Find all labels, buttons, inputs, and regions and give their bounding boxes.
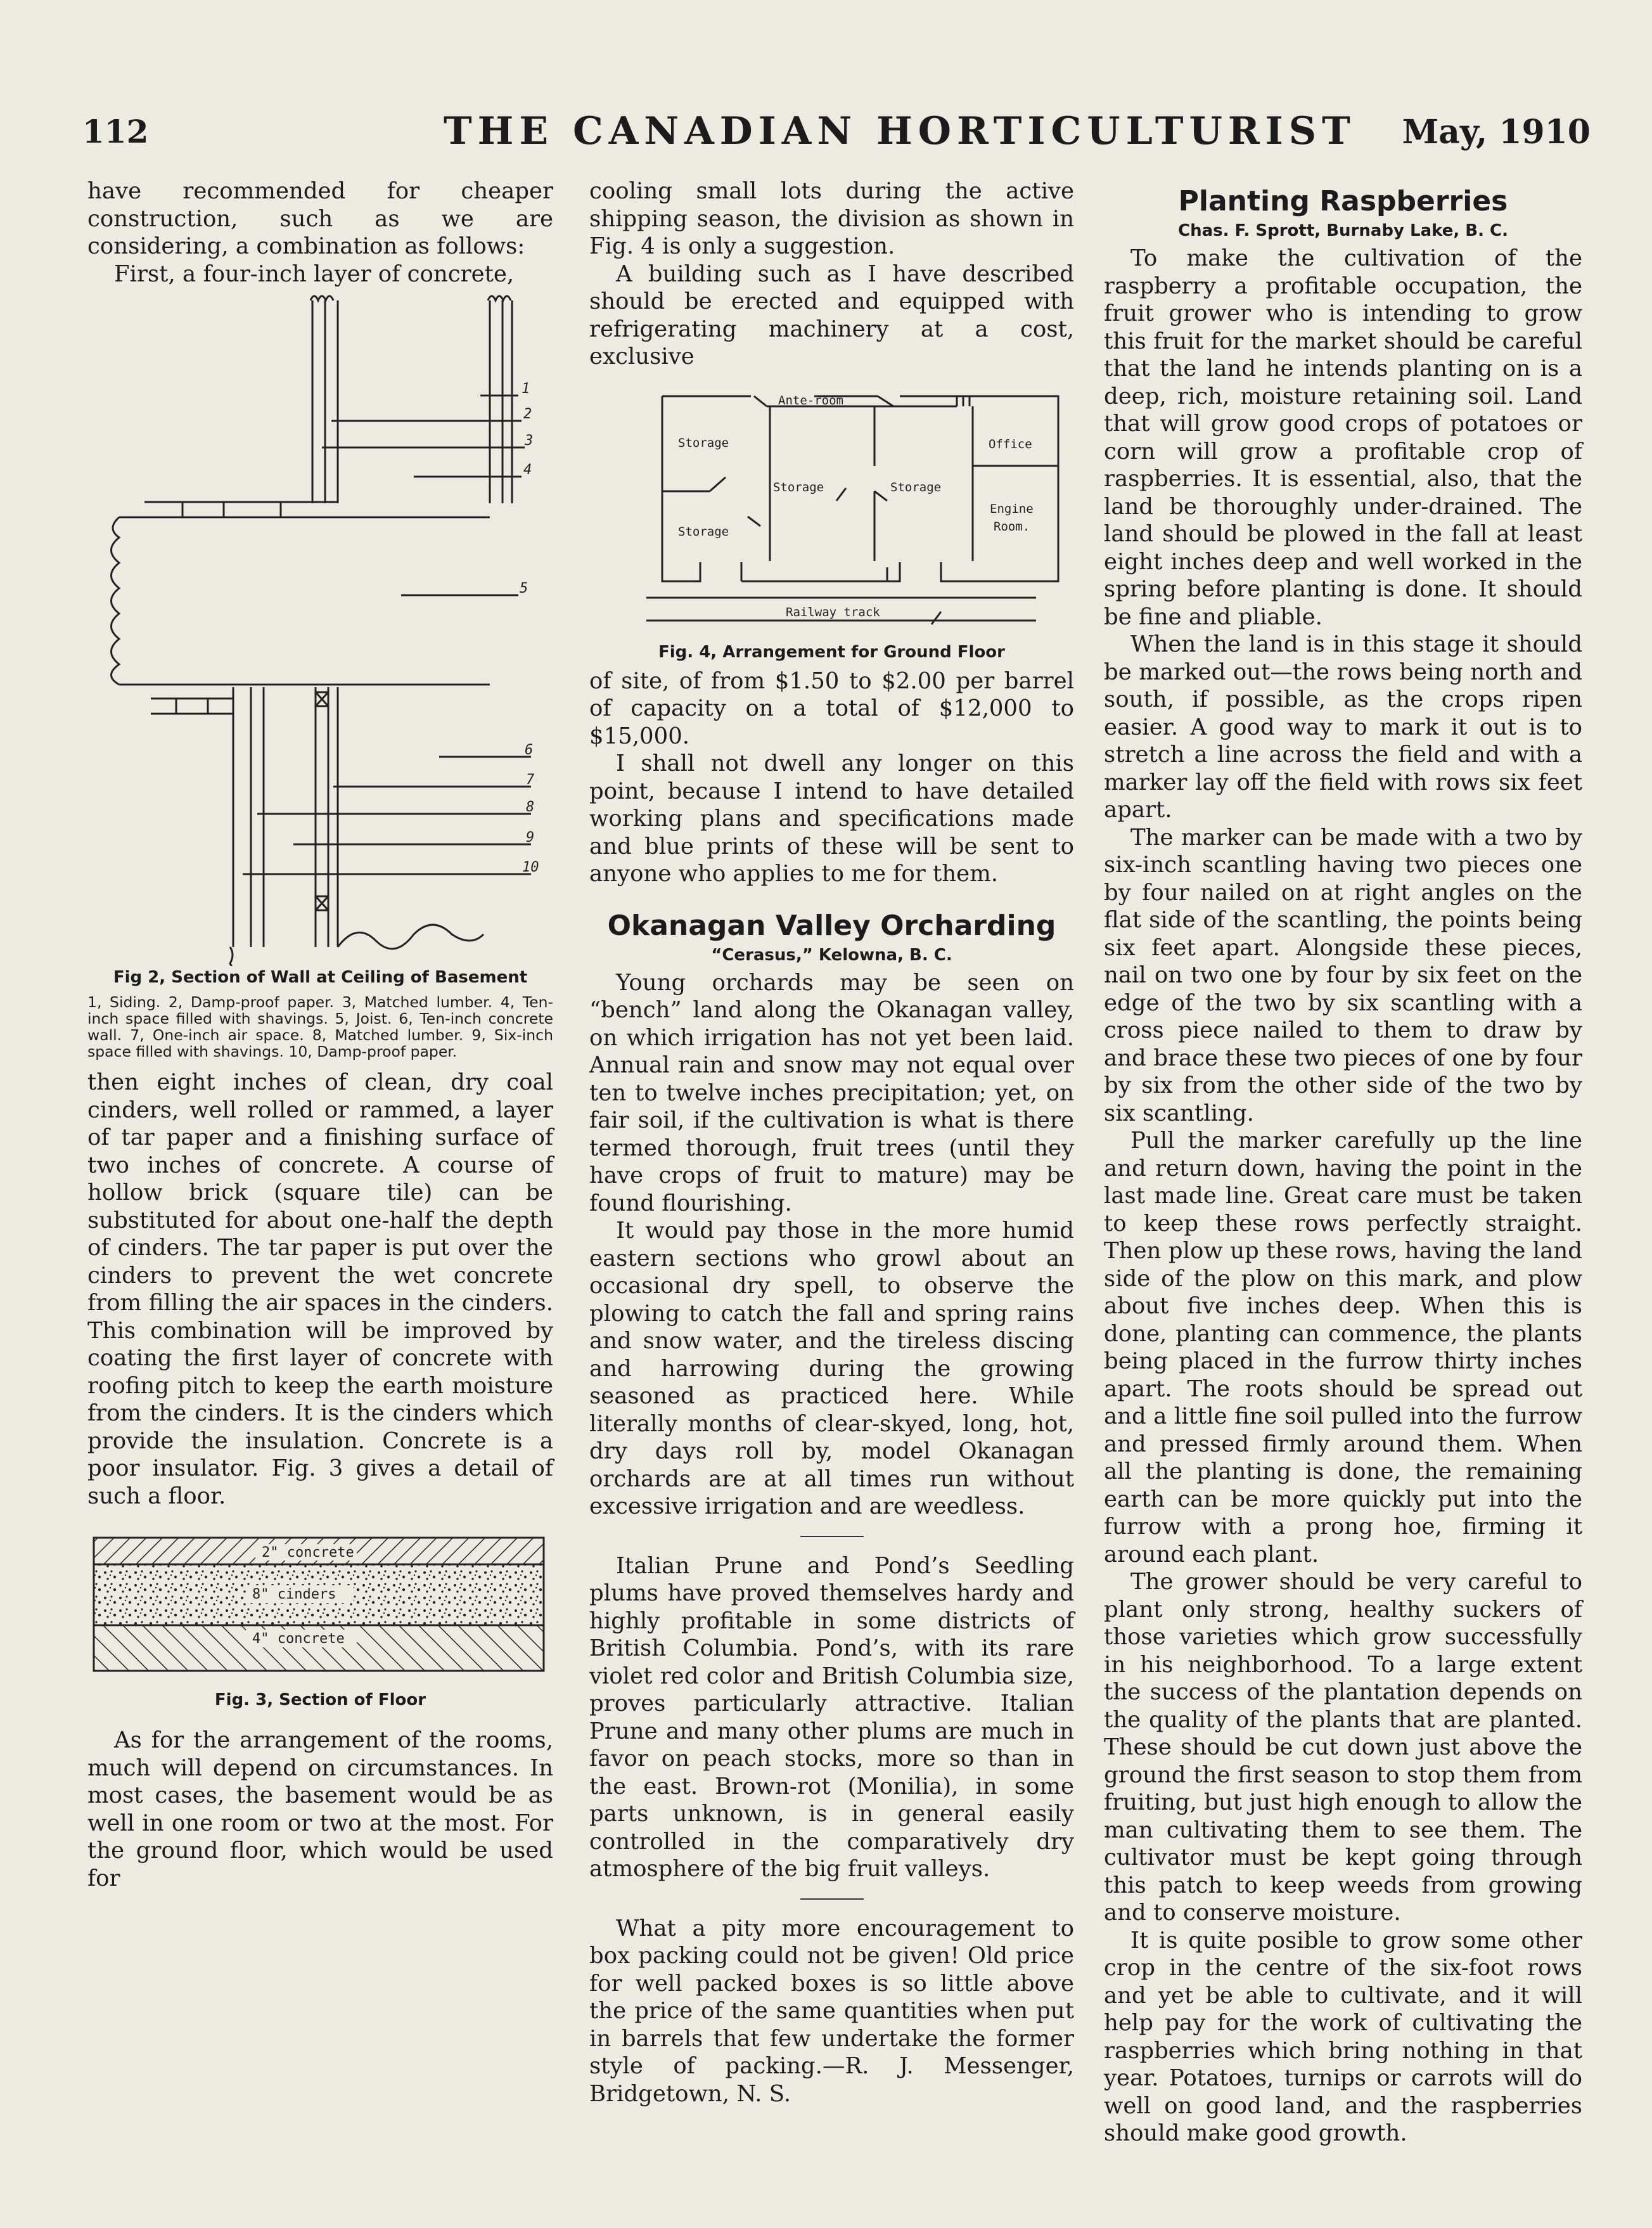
paragraph: The marker can be made with a two by six-inch scantling having two pieces one by four nailed on at right angles on the flat side of the scantling, the points being six feet apart. Alongside these pieces, nail on two one by four by six feet on the edge of the two by six scantling with a cross piece nailed to them to draw by and brace these two pieces of one by four by six from the other side of the two by six scantling. xyxy=(1104,824,1582,1126)
paragraph: The grower should be very careful to plant only strong, healthy suckers of those varieties which grow successfully in his neighborhood. To a large extent the success of the plantation depends on the quality of the plants that are planted. These should be cut down just above the ground the first season to stop them from fruiting, but just high enough to allow the man cultivating them to see them. The cultivator must be kept going through this patch to keep weeds from growing and to conserve moisture. xyxy=(1104,1569,1582,1926)
fig2-label: 6 xyxy=(525,742,534,758)
paragraph: cooling small lots during the active shipping season, the division as shown in Fig. 4 is only a suggestion. xyxy=(589,178,1074,259)
running-header xyxy=(82,109,1591,164)
paragraph: When the land is in this stage it should be marked out—the rows being north and south, if possible, as the crops ripen easier. A good way to mark it out is to stretch a line across the field and with a marker lay off the field with rows six feet apart. xyxy=(1104,631,1582,823)
paragraph: To make the cultivation of the raspberry a profitable occupation, the fruit grower who is intending to grow this fruit for the market should be careful that the land he intends planting on is a deep, rich, moisture retaining soil. Land that will grow good crops of potatoes or corn will grow a profitable crop of raspberries. It is essential, also, that the land be thoroughly under-drained. The land should be plowed in the fall at least eight inches deep and well worked in the spring before planting is done. It should be fine and pliable. xyxy=(1104,245,1582,630)
column-3 xyxy=(1104,184,1582,2148)
fig2-wall-section xyxy=(87,288,553,966)
fig3-floor-section xyxy=(87,1531,553,1677)
fig2-label: 8 xyxy=(526,799,535,815)
paragraph: have recommended for cheaper construction, such as we are considering, a combination as follows: xyxy=(87,178,553,259)
article-byline: “Cerasus,” Kelowna, B. C. xyxy=(711,945,952,965)
fig2-label: 3 xyxy=(525,433,534,449)
paragraph: then eight inches of clean, dry coal cinders, well rolled or rammed, a layer of tar paper and a finishing surface of two inches of concrete. A course of hollow brick (square tile) can be substituted for about one-half the depth of cinders. The tar paper is put over the cinders to prevent the wet concrete from filling the air spaces in the cinders. This combination will be improved by coating the first layer of concrete with roofing pitch to keep the earth moisture from the cinders. It is the cinders which provide the insulation. Concrete is a poor insulator. Fig. 3 gives a detail of such a floor. xyxy=(87,1069,553,1509)
fig3-layer-label: 8" cinders xyxy=(252,1587,336,1602)
fig2-label: 1 xyxy=(522,381,530,397)
paragraph: It is quite posible to grow some other crop in the centre of the six-foot rows and yet be able to cultivate, and it will help pay for the work of cultivating the raspberries which bring nothing in that year. Potatoes, turnips or carrots will do well on good land, and the raspberries should make good growth. xyxy=(1104,1927,1582,2146)
paragraph: As for the arrangement of the rooms, much will depend on circumstances. In most cases, the basement would be as well in one room or two at the most. For the ground floor, which would be used for xyxy=(87,1727,553,1891)
fig4-room-label: Engine xyxy=(990,501,1034,516)
section-divider xyxy=(800,1536,864,1537)
column-1 xyxy=(87,177,553,1892)
issue-date: May, 1910 xyxy=(1402,113,1591,151)
fig2-label: 2 xyxy=(523,406,532,422)
column-2 xyxy=(589,177,1074,2108)
paragraph: of site, of from $1.50 to $2.00 per barrel of capacity on a total of $12,000 to $15,000. xyxy=(589,667,1074,749)
fig4-room-label: Storage xyxy=(773,480,824,494)
page-number: 112 xyxy=(82,113,149,150)
fig2-legend: 1, Siding. 2, Damp-proof paper. 3, Matched lumber. 4, Ten-inch space filled with shavings. 5, Joist. 6, Ten-inch concrete wall. 7, One-inch air space. 8, Matched lumber. 9, Six-inch space filled with shavings. 10, Damp-proof paper. xyxy=(87,993,553,1060)
fig4-caption: Fig. 4, Arrangement for Ground Floor xyxy=(658,642,1005,662)
fig4-room-label: Storage xyxy=(678,524,729,539)
fig2-label: 9 xyxy=(526,830,535,846)
fig2-label: 10 xyxy=(522,860,539,875)
paragraph: What a pity more encouragement to box packing could not be given! Old price for well packed boxes is so little above the price of the same quantities when put in barrels that few undertake the former style of packing.—R. J. Messenger, Bridgetown, N. S. xyxy=(589,1915,1074,2107)
paragraph: Young orchards may be seen on “bench” land along the Okanagan valley, on which irrigation has not yet been laid. Annual rain and snow may not equal over ten to twelve inches precipitation; yet, on fair soil, if the cultivation is what is there termed thorough, fruit trees (until they have crops of fruit to mature) may be found flourishing. xyxy=(589,969,1074,1216)
fig3-layer-label: 4" concrete xyxy=(252,1631,345,1647)
fig4-room-label: Storage xyxy=(678,435,729,450)
fig4-room-label: Ante-room xyxy=(778,393,843,408)
fig2-label: 7 xyxy=(526,772,535,788)
fig3-layer-label: 2" concrete xyxy=(262,1545,354,1561)
paragraph: It would pay those in the more humid eastern sections who growl about an occasional dry spell, to observe the plowing to catch the fall and spring rains and snow water, and the tireless discing and harrowing during the growing seasoned as practiced here. While literally months of clear-skyed, long, hot, dry days roll by, model Okanagan orchards are at all times run without excessive irrigation and are weedless. xyxy=(589,1218,1074,1519)
article-title: Planting Raspberries xyxy=(1178,185,1508,217)
magazine-title: THE CANADIAN HORTICULTURIST xyxy=(444,109,1356,153)
paragraph: Italian Prune and Pond’s Seedling plums have proved themselves hardy and highly profitable in some districts of British Columbia. Pond’s, with its rare violet red color and British Columbia size, proves particularly attractive. Italian Prune and many other plums are much in favor on peach stocks, more so than in the east. Brown-rot (Monilia), in some parts unknown, is in general easily controlled in the comparatively dry atmosphere of the big fruit valleys. xyxy=(589,1552,1074,1882)
paragraph: A building such as I have described should be erected and equipped with refrigerating machinery at a cost, exclusive xyxy=(589,261,1074,370)
fig4-room-label: Office xyxy=(989,437,1032,451)
article-byline: Chas. F. Sprott, Burnaby Lake, B. C. xyxy=(1177,221,1508,240)
fig4-floor-plan xyxy=(589,383,1074,643)
fig3-caption: Fig. 3, Section of Floor xyxy=(214,1690,426,1710)
fig4-room-label: Storage xyxy=(890,480,942,494)
fig2-label: 4 xyxy=(523,462,532,478)
fig4-railway-label: Railway track xyxy=(786,605,880,619)
fig2-label: 5 xyxy=(520,581,528,596)
paragraph: I shall not dwell any longer on this point, because I intend to have detailed working plans and specifications made and blue prints of these will be sent to anyone who applies to me for them. xyxy=(589,750,1074,887)
paragraph: Pull the marker carefully up the line and return down, having the point in the last made line. Great care must be taken to keep these rows perfectly straight. Then plow up these rows, having the land side of the plow on this mark, and plow about five inches deep. When this is done, planting can commence, the plants being placed in the furrow thirty inches apart. The roots should be spread out and a little fine soil pulled into the furrow and pressed firmly around them. When all the planting is done, the remaining earth can be more quickly put into the furrow with a prong hoe, firming it around each plant. xyxy=(1104,1128,1582,1568)
paragraph: First, a four-inch layer of concrete, xyxy=(114,261,515,287)
article-title: Okanagan Valley Orcharding xyxy=(607,909,1056,942)
fig4-room-label: Room. xyxy=(994,519,1030,534)
section-divider xyxy=(800,1898,864,1900)
fig2-caption: Fig 2, Section of Wall at Ceiling of Basement xyxy=(113,968,528,987)
